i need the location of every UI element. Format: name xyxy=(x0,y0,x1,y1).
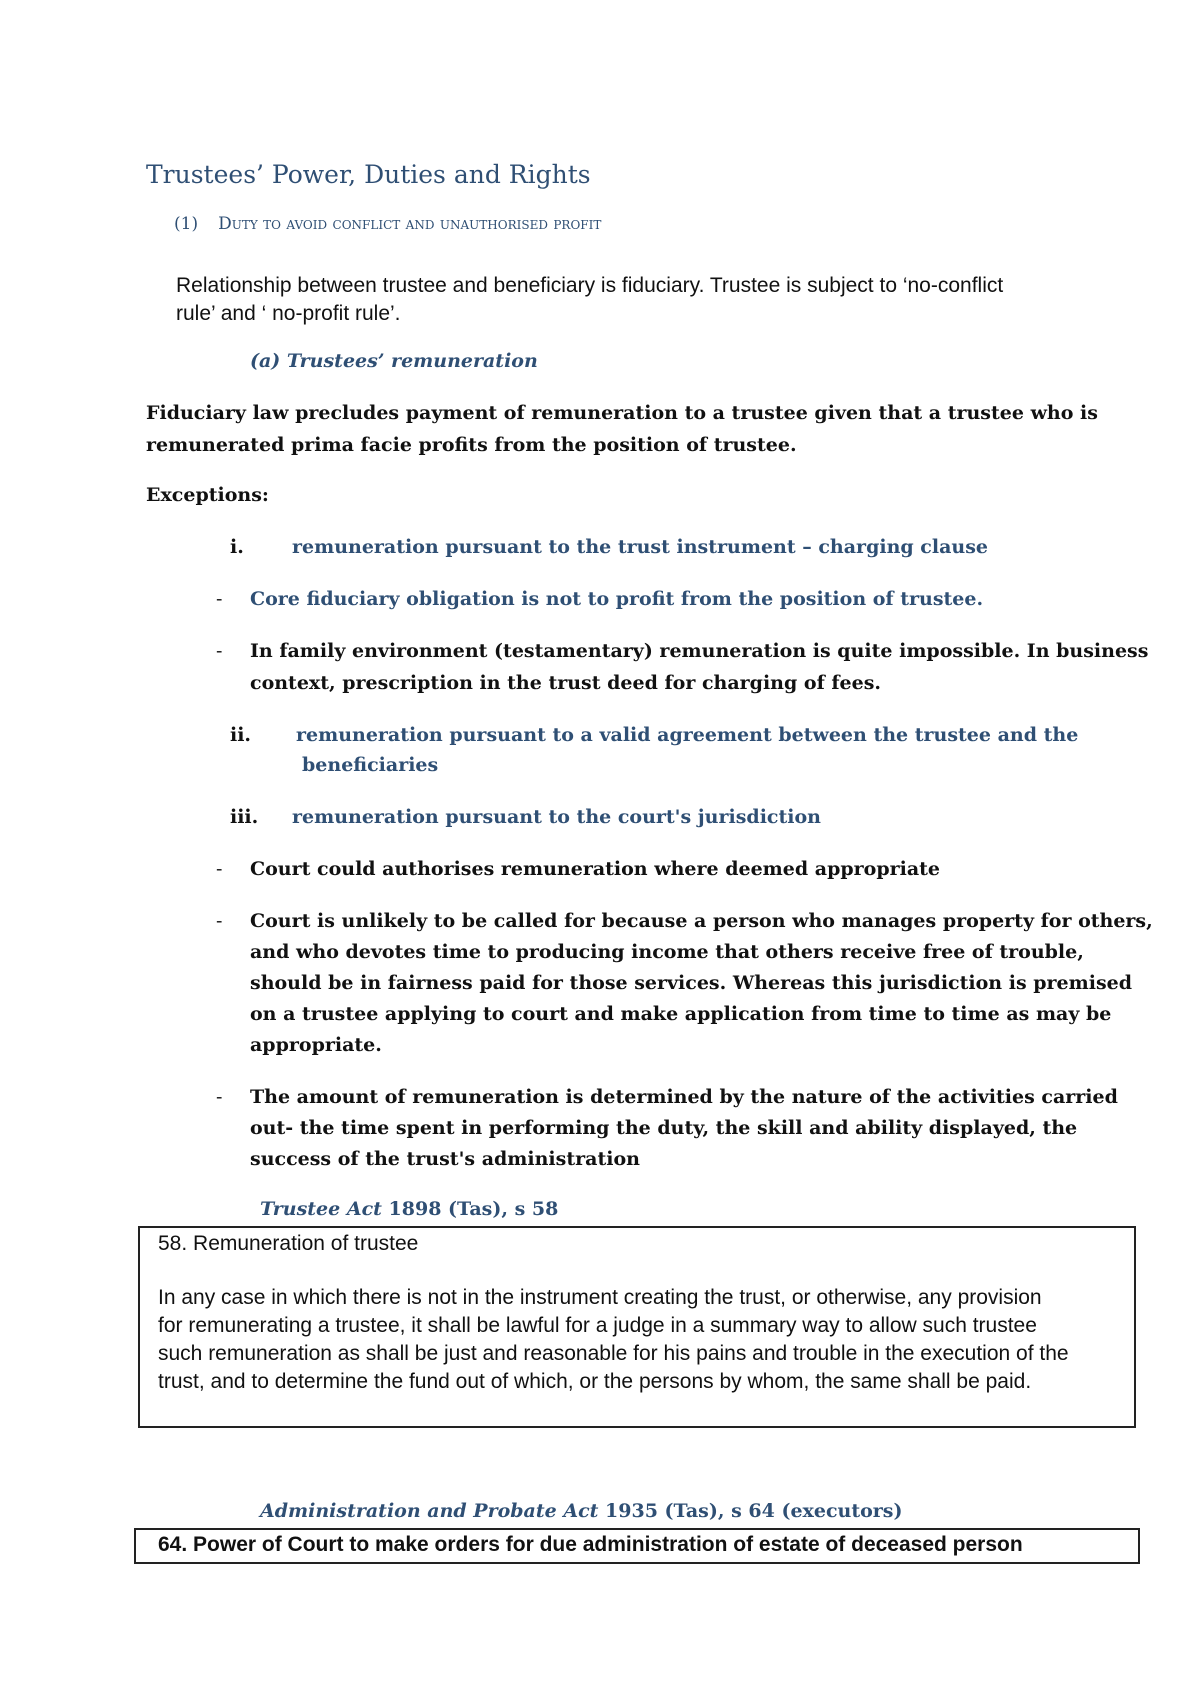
fiduciary-para-line-1: Fiduciary law precludes payment of remuneration to a trustee given that a trustee who is xyxy=(146,402,1098,424)
page-title: Trustees’ Power, Duties and Rights xyxy=(146,160,591,189)
statute-box-title: 58. Remuneration of trustee xyxy=(158,1232,419,1255)
exception-numeral-iii: iii. xyxy=(230,806,259,828)
bullet-iii-3-line-1: The amount of remuneration is determined by the nature of the activities carried xyxy=(250,1086,1118,1108)
bullet-dash: - xyxy=(216,640,223,662)
bullet-i-2-line-1: In family environment (testamentary) remuneration is quite impossible. In business xyxy=(250,640,1149,662)
section-number: (1) xyxy=(174,214,199,234)
act-name: Administration and Probate Act xyxy=(260,1500,599,1522)
bullet-iii-2-line-3: should be in fairness paid for those services. Whereas this jurisdiction is premised xyxy=(250,972,1133,994)
bullet-iii-1-line-1: Court could authorises remuneration where deemed appropriate xyxy=(250,858,941,880)
fiduciary-para-line-2: remunerated prima facie profits from the position of trustee. xyxy=(146,434,797,456)
bullet-iii-2-line-1: Court is unlikely to be called for because a person who manages property for others, xyxy=(250,910,1153,932)
exception-numeral-ii: ii. xyxy=(230,724,252,746)
act-citation-probate-act xyxy=(260,1500,902,1522)
bullet-iii-3-line-2: out- the time spent in performing the duty, the skill and ability displayed, the xyxy=(250,1117,1078,1139)
statute-line-3: such remuneration as shall be just and reasonable for his pains and trouble in the execution of the xyxy=(158,1342,1069,1365)
bullet-dash: - xyxy=(216,1086,223,1108)
bullet-i-1-line-1: Core fiduciary obligation is not to profit from the position of trustee. xyxy=(250,588,984,610)
statute-line-1: In any case in which there is not in the instrument creating the trust, or otherwise, any provision xyxy=(158,1286,1042,1309)
bullet-iii-2-line-5: appropriate. xyxy=(250,1034,382,1056)
exception-ii-line-2: beneficiaries xyxy=(302,754,439,776)
bullet-dash: - xyxy=(216,858,223,880)
act-year-section: 1935 (Tas), s 64 (executors) xyxy=(598,1500,903,1522)
exceptions-label: Exceptions: xyxy=(146,484,269,506)
intro-line-1: Relationship between trustee and beneficiary is fiduciary. Trustee is subject to ‘no-conflict xyxy=(176,274,1004,297)
act-name: Trustee Act xyxy=(260,1198,382,1220)
subsection-heading-a: (a) Trustees’ remuneration xyxy=(250,350,538,372)
statute-line-4: trust, and to determine the fund out of which, or the persons by whom, the same shall be paid. xyxy=(158,1370,1032,1393)
statute-box-title: 64. Power of Court to make orders for due administration of estate of deceased person xyxy=(158,1533,1023,1556)
section-heading-text: Duty to avoid conflict and unauthorised profit xyxy=(218,214,602,234)
bullet-iii-2-line-2: and who devotes time to producing income that others receive free of trouble, xyxy=(250,941,1084,963)
statute-box-s58 xyxy=(138,1226,1136,1428)
bullet-i-2-line-2: context, prescription in the trust deed for charging of fees. xyxy=(250,672,882,694)
exception-ii-line-1: remuneration pursuant to a valid agreement between the trustee and the xyxy=(296,724,1079,746)
bullet-iii-3-line-3: success of the trust's administration xyxy=(250,1148,640,1170)
exception-numeral-i: i. xyxy=(230,536,244,558)
bullet-dash: - xyxy=(216,588,223,610)
act-citation-trustee-act xyxy=(260,1198,558,1220)
statute-line-2: for remunerating a trustee, it shall be lawful for a judge in a summary way to allow such trustee xyxy=(158,1314,1037,1337)
statute-box-s64 xyxy=(134,1528,1140,1564)
exception-iii-text: remuneration pursuant to the court's jurisdiction xyxy=(292,806,821,828)
bullet-dash: - xyxy=(216,910,223,932)
intro-line-2: rule’ and ‘ no-profit rule’. xyxy=(176,302,401,325)
section-heading-1 xyxy=(174,214,601,234)
bullet-iii-2-line-4: on a trustee applying to court and make application from time to time as may be xyxy=(250,1003,1112,1025)
exception-i-text: remuneration pursuant to the trust instrument – charging clause xyxy=(292,536,988,558)
act-year-section: 1898 (Tas), s 58 xyxy=(381,1198,559,1220)
